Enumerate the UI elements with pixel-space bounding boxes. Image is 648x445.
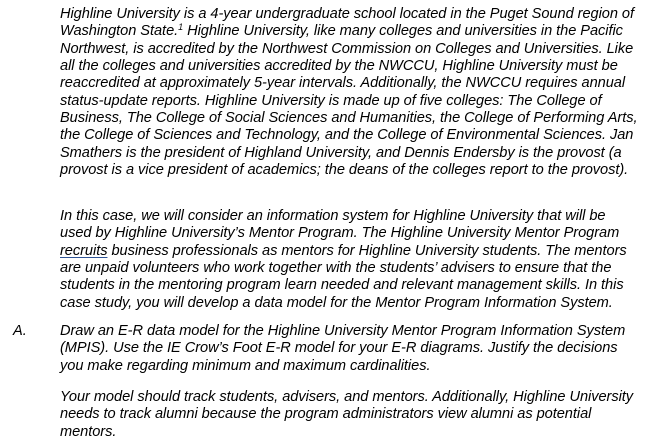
case-text-part-2: business professionals as mentors for Highline University students. The mentors are unpaid volunteers who work together with the students’ advisers to ensure that the students in the mentoring program learn needed and relevant management skills. In this case study, you will develop a data model for the Mentor Program Information System. <box>60 242 627 311</box>
intro-text-part-1: Highline University is a 4-year undergraduate school located in the Puget Sound region of Washington State. <box>60 6 634 40</box>
recruits-underlined-word[interactable]: recruits <box>60 242 108 259</box>
intro-paragraph <box>60 6 638 179</box>
intro-text-part-2: Highline University, like many colleges and universities in the Pacific Northwest, is accredited by the Northwest Commission on Colleges and Universities. Like all the colleges and universities accredited by the NWCCU, Highline University must be reaccredited at approximately 5-year intervals. Additionally, the NWCCU requires annual status-update reports. Highline University is made up of five colleges: The College of Business, The College of Social Sciences and Humanities, the College of Performing Arts, the College of Sciences and Technology, and the College of Environmental Sciences. Jan Smathers is the president of Highland University, and Dennis Endersby is the provost (a provost is a vice president of academics; the deans of the colleges report to the provost). <box>60 23 638 179</box>
footnote-marker[interactable]: 1 <box>178 22 184 33</box>
task-a-marker: A. <box>13 323 27 339</box>
case-text-part-1: In this case, we will consider an information system for Highline University that will be used by Highline University’s Mentor Program. The Highline University Mentor Program <box>60 208 620 242</box>
task-a-instruction: Draw an E-R data model for the Highline University Mentor Program Information System (MPIS). Use the IE Crow’s Foot E-R model for your E-R diagrams. Justify the decisions you make regarding minimum and maximum cardinalities. <box>60 323 626 374</box>
case-paragraph <box>60 208 638 312</box>
task-a-requirement: Your model should track students, advisers, and mentors. Additionally, Highline University needs to track alumni because the program administrators view alumni as potential mentors. <box>60 389 634 440</box>
